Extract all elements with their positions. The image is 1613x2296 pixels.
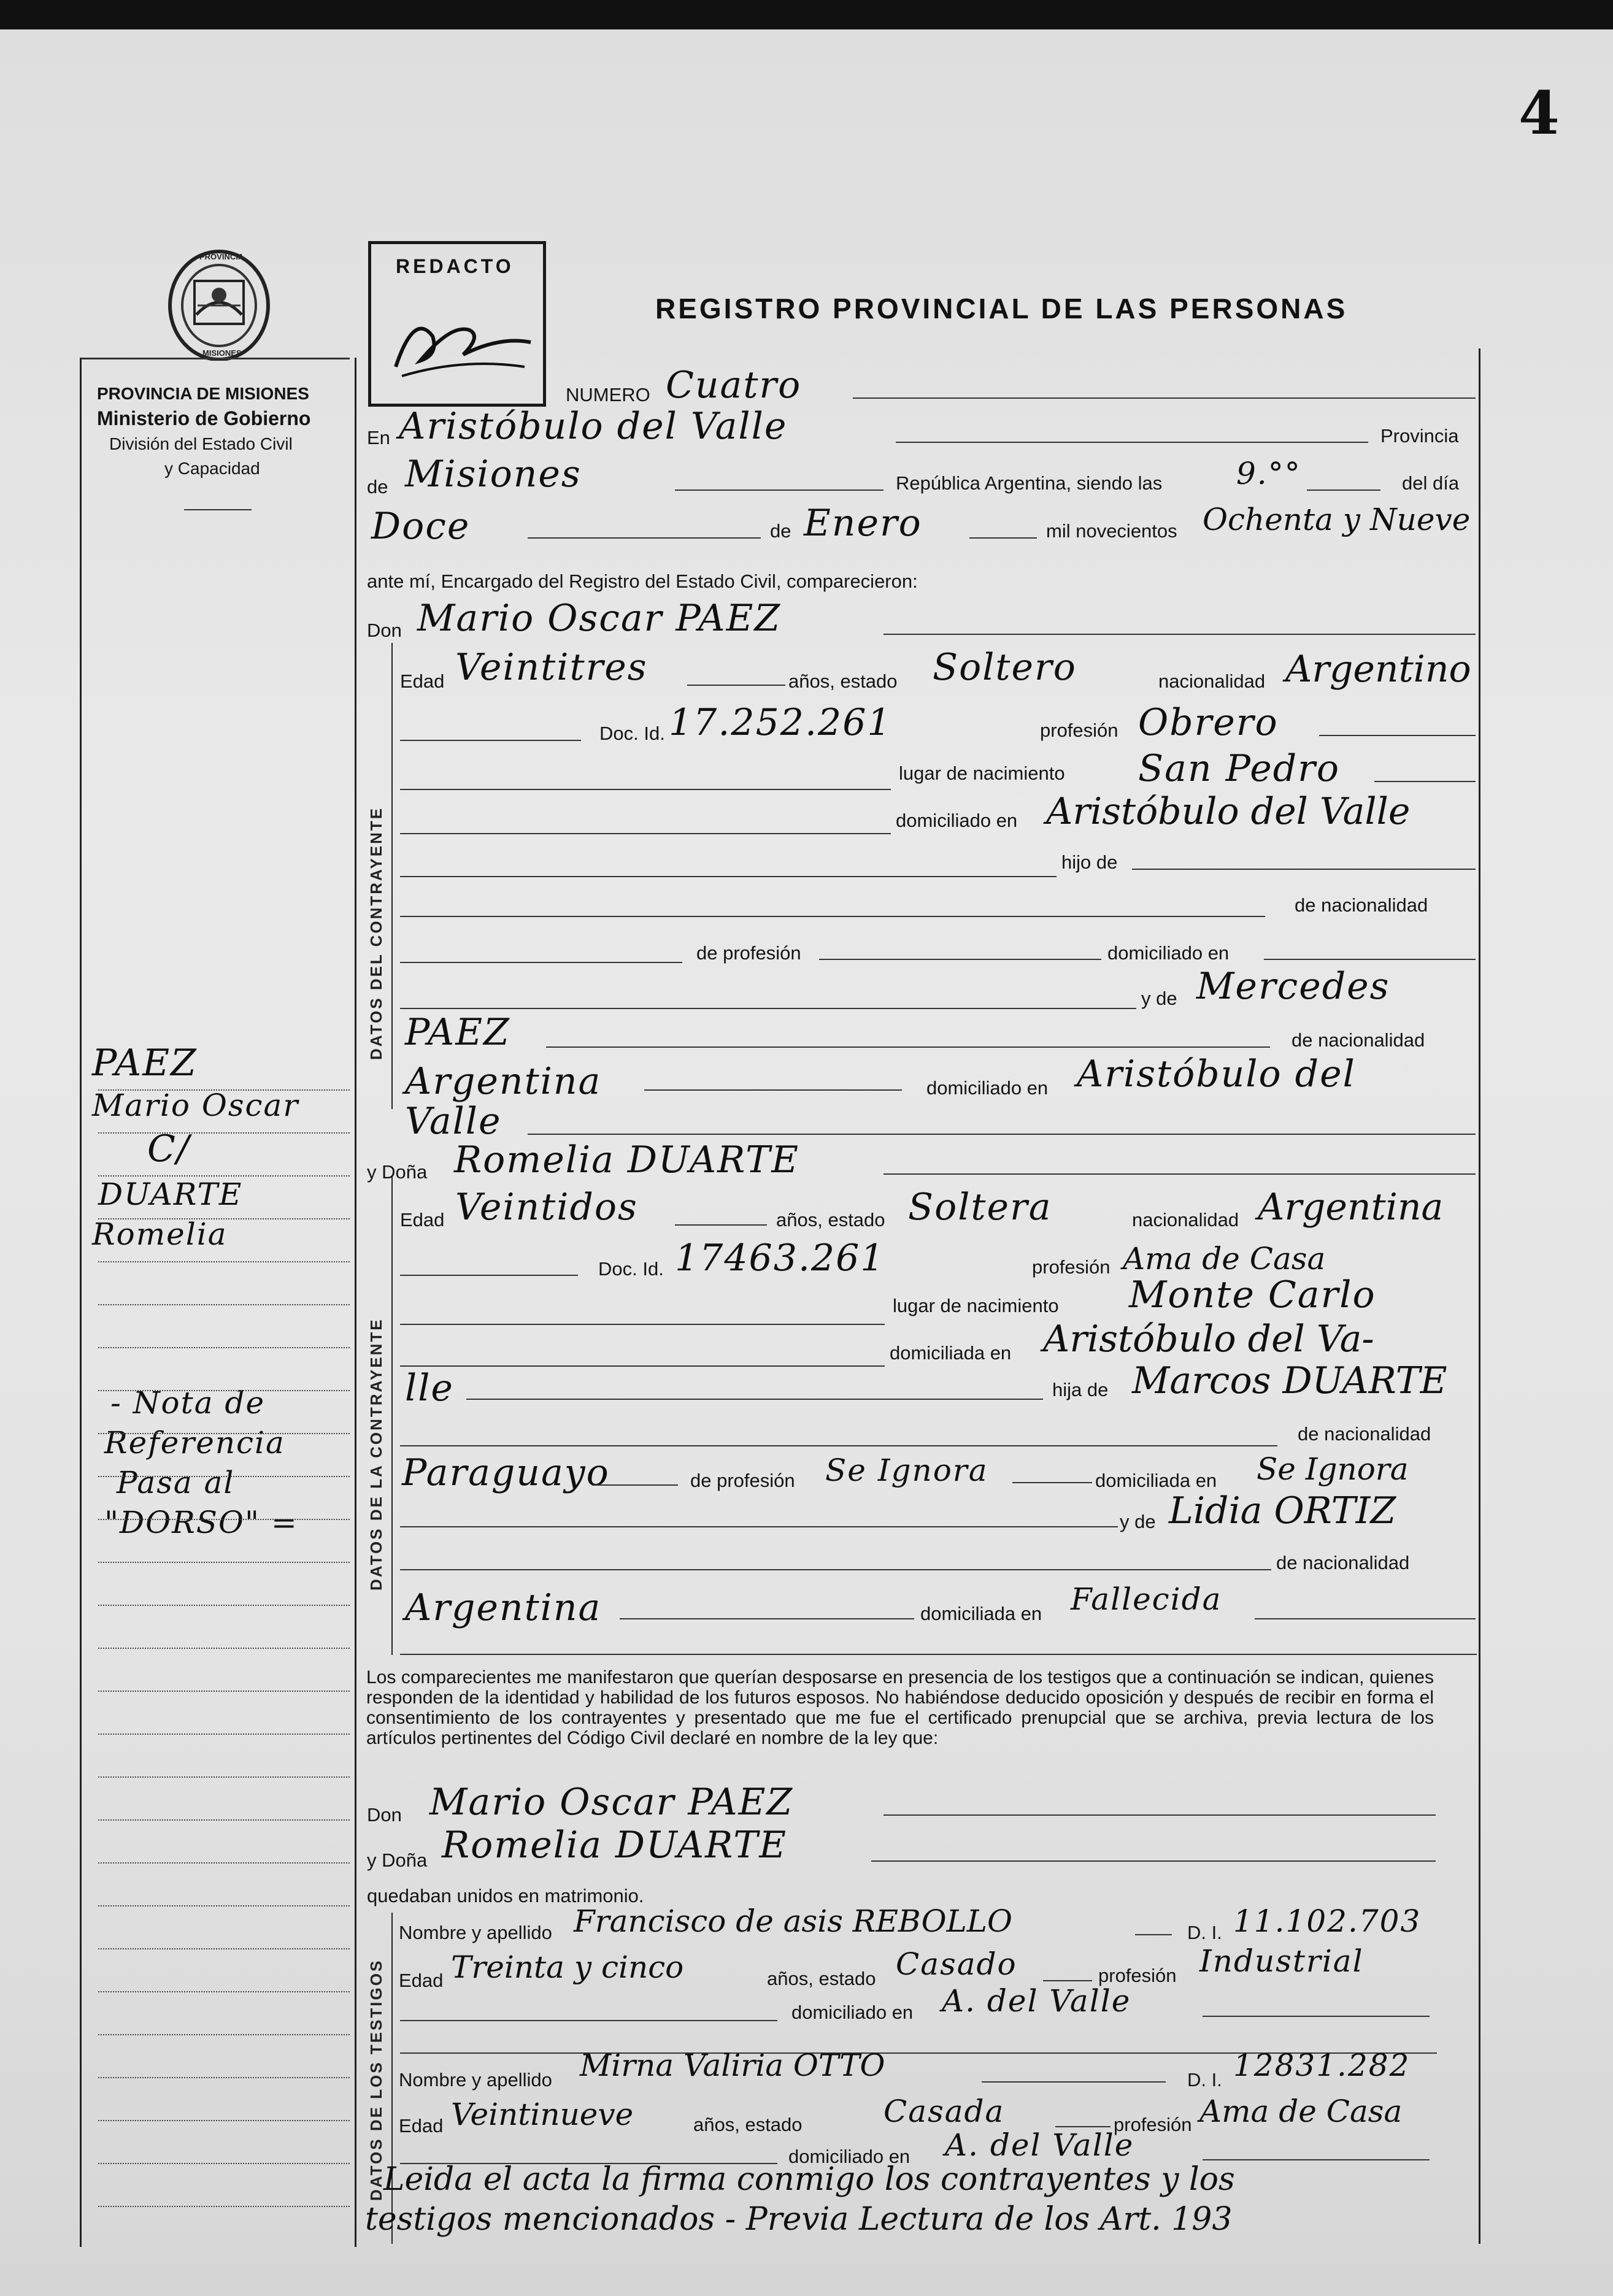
w2-dom-line (1203, 2159, 1430, 2160)
decl-don-label: Don (367, 1804, 402, 1826)
groom-father-prof-label: de profesión (696, 942, 801, 964)
groom-mother-pre-line (400, 1008, 1136, 1009)
groom-anos-label: años, estado (788, 670, 898, 692)
groom-mother-domicile-a: Aristóbulo del (1077, 1053, 1356, 1096)
w1-anos-label: años, estado (767, 1968, 876, 1989)
w2-profession: Ama de Casa (1199, 2094, 1403, 2129)
w2-prof-label: profesión (1114, 2114, 1192, 2135)
province-seal (166, 247, 273, 361)
hour-value: 9.°° (1236, 456, 1301, 491)
margin-rule (98, 2163, 350, 2164)
bride-father: Marcos DUARTE (1132, 1359, 1447, 1402)
w1-domicile: A. del Valle (942, 1983, 1131, 2019)
groom-father-prof-pre-line (400, 962, 682, 963)
bride-doc-pre-line (400, 1275, 578, 1276)
groom-mother-dom-line (528, 1134, 1476, 1135)
bride-birthplace: Monte Carlo (1129, 1273, 1376, 1316)
bride-mother-nat-line (620, 1618, 914, 1619)
groom-doc-pre-line (400, 740, 581, 741)
groom-dom-pre-line (400, 833, 891, 834)
left-frame-line (80, 358, 82, 2247)
groom-nac-label: nacionalidad (1158, 670, 1266, 692)
bride-lugar-pre-line (400, 1324, 885, 1325)
page-number: 4 (1519, 79, 1560, 148)
declaration-text: Los comparecientes me manifestaron que querían desposarse en presencia de los testigos que a continuación se indican, quienes responden de la identidad y habilidad de los futuros esposos. No habiéndose deducido oposición y después de recibir en forma el consentimiento de los contrayentes y presentado que me fue el certificado prenupcial que se archiva, previa lectura de los artículos pertinentes del Código Civil declaré en nombre de la ley que: (366, 1667, 1434, 1748)
del-dia-label: del día (1402, 472, 1460, 494)
w2-anos-label: años, estado (693, 2114, 803, 2135)
w1-dom-label: domiciliado en (791, 2002, 914, 2023)
bride-name-line (883, 1173, 1476, 1175)
bride-mother: Lidia ORTIZ (1169, 1489, 1396, 1532)
bride-father-nat-line (592, 1484, 678, 1486)
hour-line (1307, 490, 1380, 491)
margin-line4: DUARTE (98, 1177, 243, 1212)
w1-nombre-label: Nombre y apellido (399, 1922, 552, 1943)
w1-profession: Industrial (1199, 1943, 1364, 1979)
month-label: de (770, 520, 791, 542)
registry-title: REGISTRO PROVINCIAL DE LAS PERSONAS (655, 293, 1348, 324)
office-line3: División del Estado Civil (109, 434, 293, 453)
margin-rule (98, 1175, 350, 1177)
decl-groom: Mario Oscar PAEZ (429, 1781, 794, 1824)
bride-father-nac-label: de nacionalidad (1298, 1423, 1431, 1445)
groom-hijo-line (1132, 869, 1476, 870)
bride-anos-label: años, estado (776, 1209, 885, 1231)
groom-lugar-label: lugar de nacimiento (899, 762, 1065, 784)
margin-rule (98, 1089, 350, 1091)
w2-edad-label: Edad (399, 2115, 444, 2137)
w2-civil: Casada (883, 2094, 1005, 2129)
margin-rule (98, 1519, 350, 1520)
groom-father-dom-label: domiciliado en (1107, 942, 1230, 964)
margin-rule (98, 1605, 350, 1606)
provincia-label: Provincia (1380, 425, 1459, 447)
groom-mother-nationality: Argentina (405, 1060, 602, 1103)
bride-mother-dom-label: domiciliada en (920, 1603, 1042, 1624)
groom-father-nac-pre-line (400, 916, 1265, 917)
day-line (528, 537, 761, 539)
bride-y-de-label: y de (1120, 1511, 1156, 1532)
groom-y-de-label: y de (1141, 988, 1177, 1009)
margin-rule (98, 1562, 350, 1563)
decl-groom-line (883, 1814, 1436, 1816)
margin-rule (98, 2206, 350, 2207)
city-line (896, 442, 1368, 443)
ante-text: ante mí, Encargado del Registro del Estado Civil, comparecieron: (367, 570, 918, 592)
groom-dom-label: domiciliado en (896, 810, 1018, 831)
w1-edad-label: Edad (399, 1970, 444, 1991)
margin-line3: C/ (147, 1127, 191, 1170)
top-rule (80, 358, 350, 359)
margin-rule (98, 1347, 350, 1348)
province-value: Misiones (405, 453, 582, 496)
closing-line1: Leida el acta la firma conmigo los contrayentes y los (383, 2161, 1235, 2198)
w2-name-line (982, 2081, 1166, 2083)
bride-dona-label: y Doña (367, 1161, 428, 1183)
w1-prof-label: profesión (1098, 1965, 1177, 1986)
office-line4: y Capacidad (164, 459, 260, 478)
redacto-stamp (368, 241, 546, 407)
groom-mother-nac-label: de nacionalidad (1292, 1029, 1425, 1051)
margin-rule (98, 1734, 350, 1735)
closing-line2: testigos mencionados - Previa Lectura de los Art. 193 (365, 2201, 1233, 2238)
city-value: Aristóbulo del Valle (399, 405, 788, 448)
bride-father-domicile: Se Ignora (1257, 1451, 1409, 1487)
groom-hijo-label: hijo de (1061, 851, 1118, 873)
margin-line5: Romelia (92, 1216, 228, 1252)
stamp-signature-icon (377, 299, 537, 385)
bride-end-line (400, 1654, 1477, 1655)
margin-rule (98, 1304, 350, 1305)
groom-prof-label: profesión (1040, 720, 1118, 741)
bride-mother-nac-pre-line (400, 1569, 1271, 1570)
bride-dom-label: domiciliada en (890, 1342, 1012, 1364)
groom-edad-label: Edad (400, 670, 445, 692)
margin-note1: - Nota de (110, 1385, 266, 1421)
groom-prof-line (1319, 735, 1476, 736)
margin-rule (98, 1433, 350, 1434)
margin-rule (98, 1776, 350, 1778)
groom-father-dom-line (1264, 959, 1476, 960)
bride-civil: Soltera (908, 1186, 1052, 1229)
margin-note2: Referencia (104, 1425, 285, 1461)
margin-rule (98, 1905, 350, 1906)
w1-name: Francisco de asis REBOLLO (574, 1903, 1012, 1939)
groom-age-line (687, 685, 785, 686)
bride-father-nationality: Paraguayo (402, 1451, 610, 1494)
margin-rule (98, 1691, 350, 1692)
margin-rule (98, 1476, 350, 1477)
seal-text-bottom: MISIONES (202, 348, 242, 358)
mil-label: mil novecientos (1046, 520, 1177, 542)
month-line (969, 537, 1037, 539)
margin-line2: Mario Oscar (92, 1088, 299, 1123)
numero-label: NUMERO (566, 384, 650, 405)
decl-bride-line (871, 1860, 1436, 1862)
margin-rule (98, 1819, 350, 1821)
bride-father-nac-pre-line (400, 1445, 1277, 1446)
groom-name: Mario Oscar PAEZ (417, 597, 782, 640)
groom-civil: Soltero (933, 646, 1077, 689)
w1-name-line (1135, 1934, 1172, 1935)
groom-name-line (883, 634, 1476, 635)
w2-di-label: D. I. (1187, 2069, 1222, 2091)
bride-mother-domicile: Fallecida (1071, 1581, 1222, 1617)
w1-dom-line (1203, 2016, 1430, 2017)
w2-name: Mirna Valiria OTTO (580, 2048, 885, 2083)
bride-nac-label: nacionalidad (1132, 1209, 1239, 1231)
bride-age-line (675, 1224, 767, 1226)
bride-lugar-label: lugar de nacimiento (893, 1295, 1059, 1316)
groom-lugar-pre-line (400, 789, 891, 790)
decl-bride: Romelia DUARTE (442, 1824, 788, 1867)
margin-line1: PAEZ (92, 1042, 198, 1085)
numero-value: Cuatro (666, 364, 802, 407)
en-label: En (367, 427, 390, 448)
province-line (675, 490, 883, 491)
w1-dom-pre-line (400, 2020, 777, 2021)
w1-civil-line (1043, 1980, 1092, 1981)
bride-age: Veintidos (455, 1186, 638, 1229)
groom-father-prof-line (819, 959, 1101, 960)
groom-mother-first: Mercedes (1196, 965, 1390, 1008)
groom-hijo-pre-line (400, 876, 1057, 877)
year-value: Ochenta y Nueve (1203, 502, 1471, 537)
margin-rule (98, 2077, 350, 2078)
margin-rule (98, 1991, 350, 1992)
bride-mother-nationality: Argentina (405, 1586, 602, 1629)
margin-note3: Pasa al (117, 1465, 235, 1500)
bride-domicile-a: Aristóbulo del Va- (1043, 1318, 1374, 1361)
office-line1: PROVINCIA DE MISIONES (97, 384, 309, 403)
bride-bracket-line (391, 1177, 393, 1655)
republica-label: República Argentina, siendo las (896, 472, 1163, 494)
w2-age: Veintinueve (451, 2097, 634, 2132)
bride-name: Romelia DUARTE (454, 1138, 800, 1181)
groom-doc-label: Doc. Id. (599, 723, 665, 744)
margin-rule (98, 1261, 350, 1262)
w2-di: 12831.282 (1233, 2048, 1411, 2083)
bride-dom-b-line (466, 1399, 1043, 1400)
decl-dona-label: y Doña (367, 1849, 428, 1871)
w2-dom-label: domiciliado en (788, 2146, 910, 2167)
w1-di-label: D. I. (1187, 1922, 1222, 1943)
groom-father-nac-label: de nacionalidad (1295, 894, 1428, 916)
bride-father-prof-label: de profesión (690, 1470, 795, 1491)
bride-prof-label: profesión (1032, 1256, 1111, 1278)
bride-hija-label: hija de (1052, 1379, 1109, 1400)
w1-age: Treinta y cinco (451, 1949, 684, 1985)
groom-don-label: Don (367, 620, 402, 641)
bride-mother-pre-line (400, 1526, 1118, 1527)
groom-bracket-line (391, 643, 393, 1109)
margin-rule (98, 1862, 350, 1864)
w1-di: 11.102.703 (1233, 1903, 1422, 1939)
bride-doc-label: Doc. Id. (598, 1258, 664, 1280)
groom-doc: 17.252.261 (669, 701, 892, 744)
bride-edad-label: Edad (400, 1209, 445, 1231)
numero-line (853, 397, 1476, 399)
month-value: Enero (804, 502, 922, 545)
bride-dom-pre-line (400, 1365, 885, 1367)
document-page (0, 29, 1613, 2296)
w2-nombre-label: Nombre y apellido (399, 2069, 552, 2091)
bride-side-label: DATOS DE LA CONTRAYENTE (367, 1318, 385, 1591)
de-label: de (367, 476, 388, 497)
margin-rule (98, 2120, 350, 2121)
seal-text-top: PROVINCIA (199, 252, 244, 261)
bride-mother-nac-label: de nacionalidad (1276, 1552, 1410, 1573)
bride-father-prof-line (1012, 1482, 1092, 1483)
bride-mother-dom-line (1255, 1618, 1476, 1619)
groom-domicile: Aristóbulo del Valle (1046, 790, 1411, 833)
bride-doc: 17463.261 (675, 1237, 885, 1280)
groom-lugar-line (1374, 781, 1476, 782)
margin-rule (98, 1390, 350, 1391)
bride-father-dom-label: domiciliada en (1095, 1470, 1217, 1491)
groom-mother-last: PAEZ (405, 1011, 510, 1054)
w1-civil: Casado (896, 1946, 1017, 1982)
margin-rule (98, 1648, 350, 1649)
day-value: Doce (371, 505, 471, 548)
bride-profession: Ama de Casa (1123, 1241, 1326, 1277)
witness-side-label: DATOS DE LOS TESTIGOS (367, 1959, 385, 2201)
groom-side-label: DATOS DEL CONTRAYENTE (367, 806, 385, 1060)
margin-rule (98, 1218, 350, 1219)
groom-mother-nat-line (644, 1089, 902, 1091)
groom-nationality: Argentino (1285, 648, 1471, 691)
quedaban-text: quedaban unidos en matrimonio. (367, 1885, 644, 1906)
margin-rule (98, 2034, 350, 2035)
w2-domicile: A. del Valle (945, 2127, 1134, 2163)
bride-domicile-b: lle (405, 1367, 454, 1410)
bride-nationality: Argentina (1258, 1186, 1444, 1229)
groom-birthplace: San Pedro (1138, 747, 1340, 790)
margin-note4: "DORSO" = (104, 1505, 298, 1540)
groom-profession: Obrero (1138, 701, 1279, 744)
bride-father-profession: Se Ignora (825, 1453, 988, 1488)
margin-frame-line (355, 358, 356, 2247)
margin-rule (98, 1132, 350, 1134)
office-divider (184, 509, 252, 510)
margin-rule (98, 1948, 350, 1949)
groom-mother-domicile-b: Valle (405, 1100, 502, 1143)
stamp-label: REDACTO (396, 255, 514, 277)
groom-mother-dom-label: domiciliado en (926, 1077, 1049, 1099)
groom-mother-last-line (546, 1046, 1270, 1048)
right-frame-line (1479, 348, 1480, 2244)
groom-age: Veintitres (455, 646, 648, 689)
office-line2: Ministerio de Gobierno (97, 407, 311, 429)
